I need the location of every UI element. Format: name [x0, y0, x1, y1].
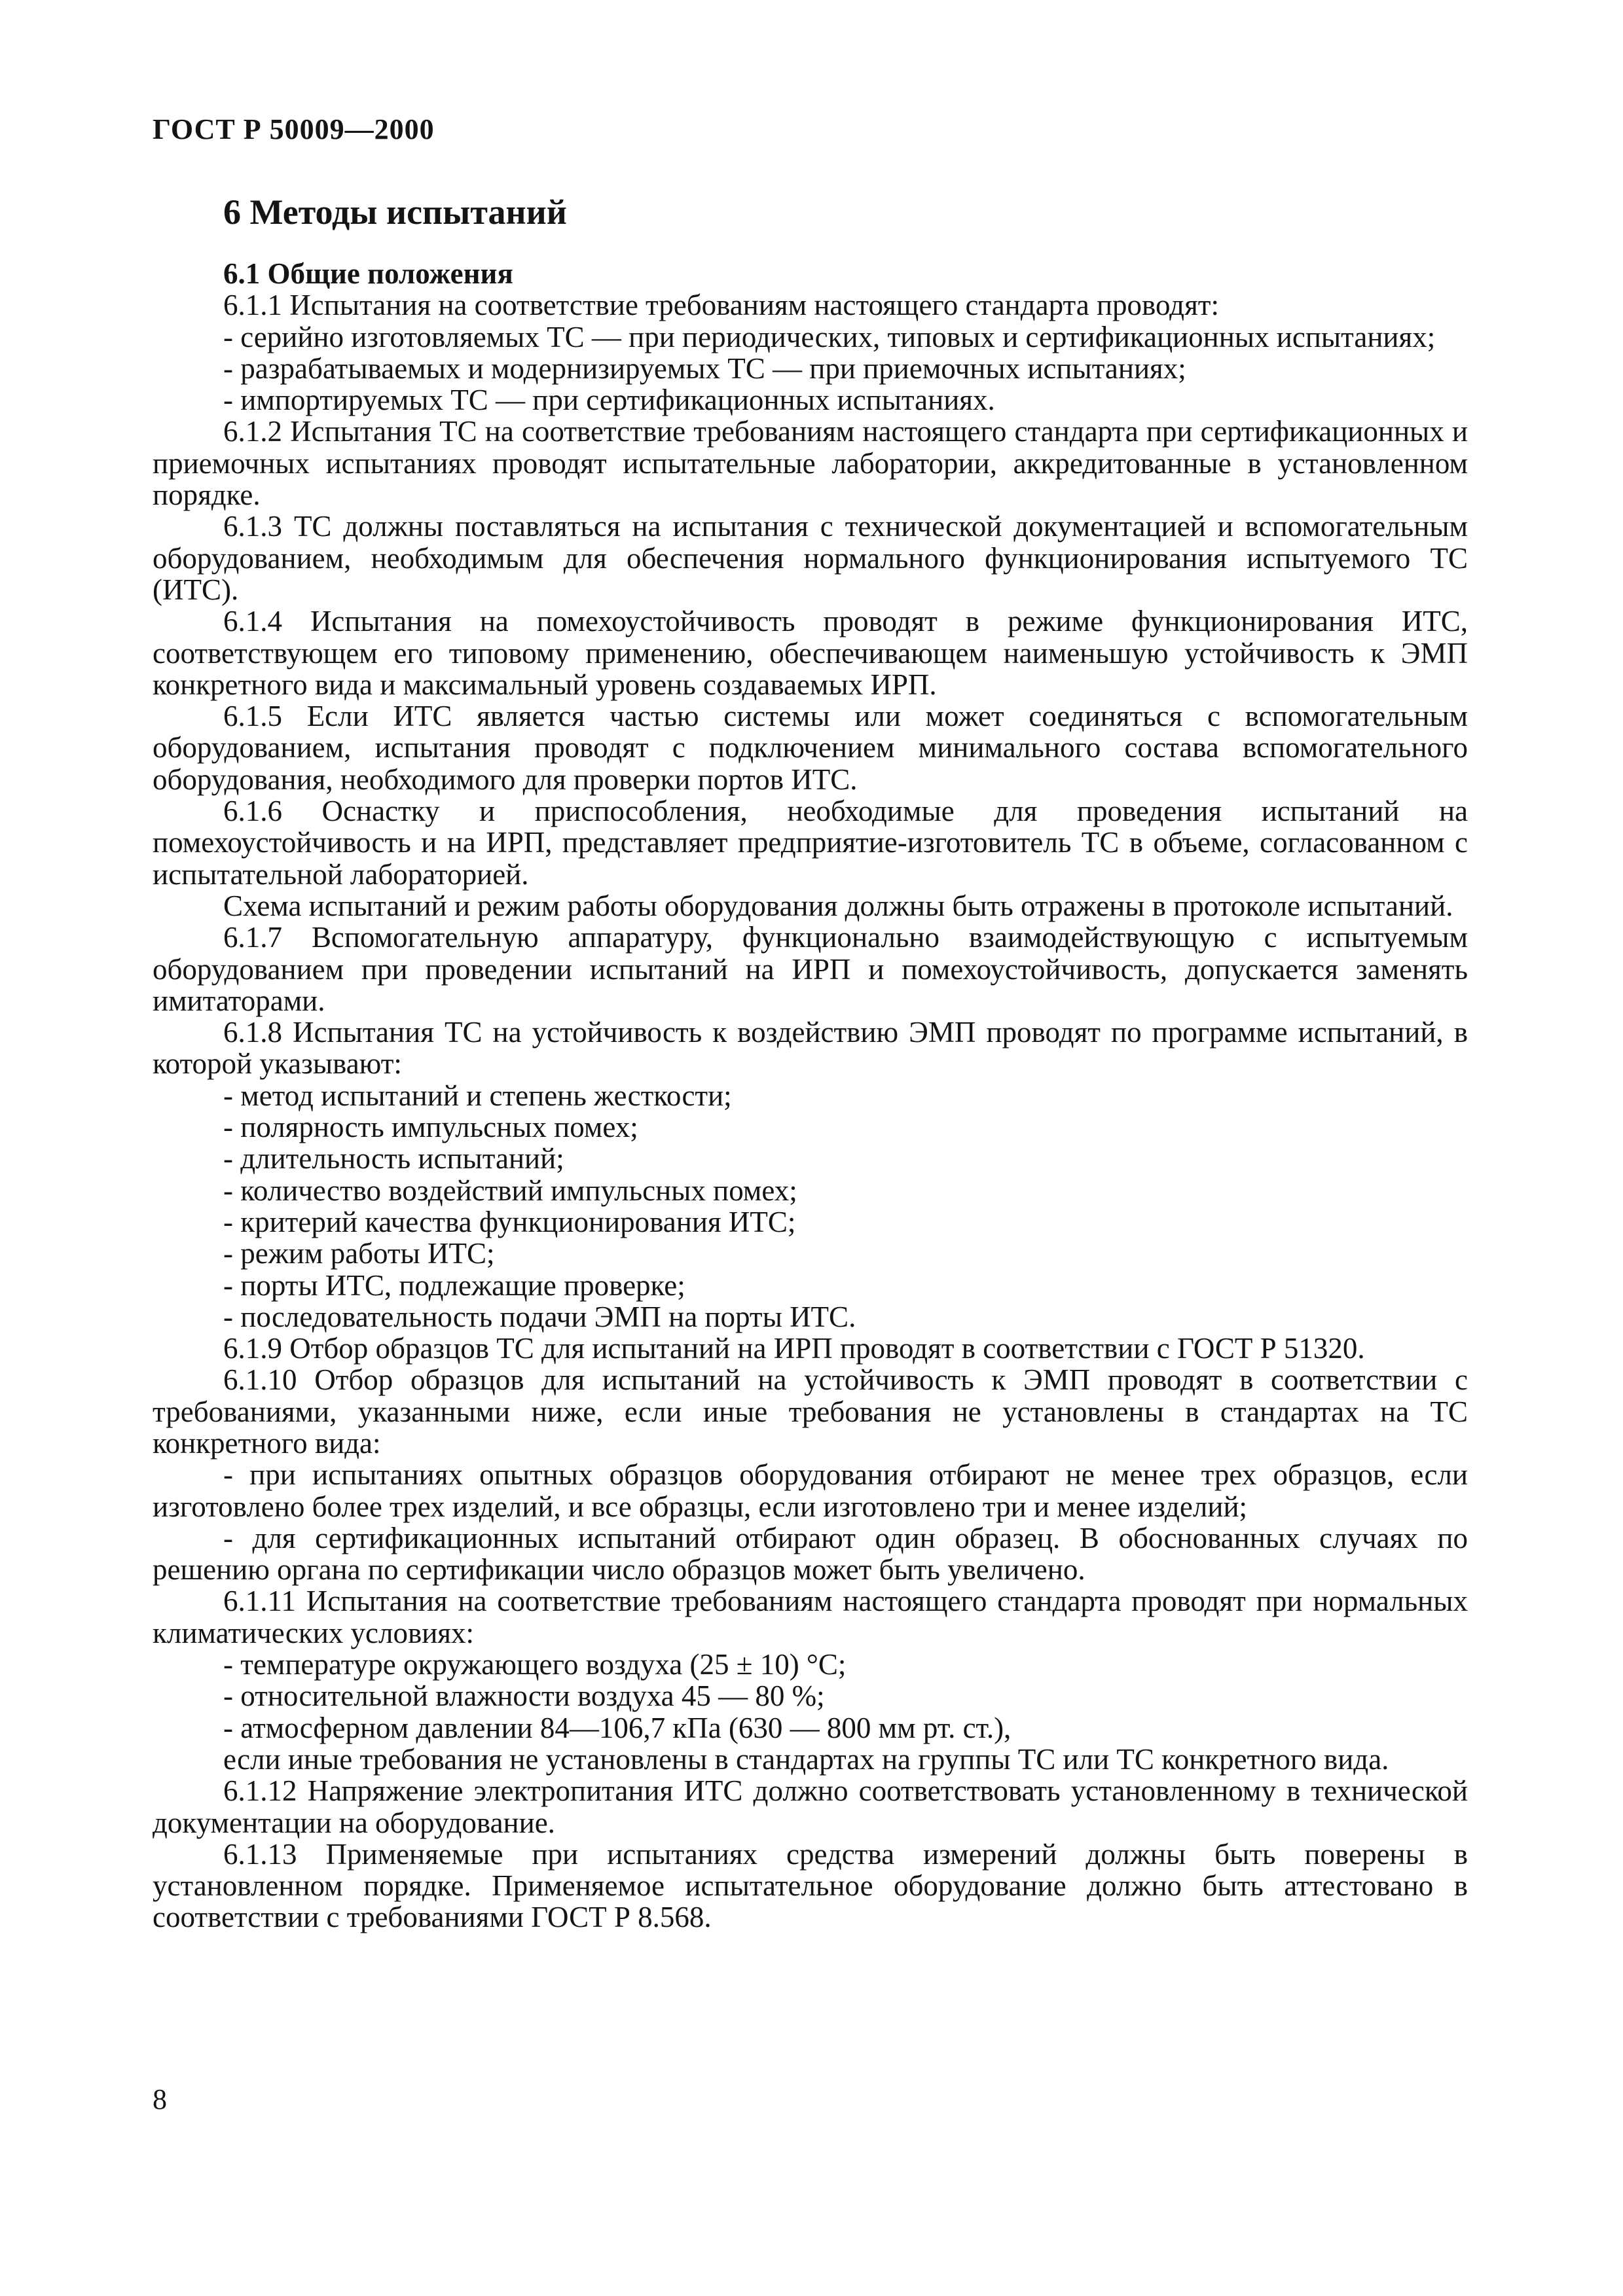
page-number: 8	[153, 2083, 167, 2115]
list-item: - разрабатываемых и модернизируемых ТС — при приемочных испытаниях;	[223, 351, 1186, 385]
list-item: - импортируемых ТС — при сертификационных испытаниях.	[223, 384, 995, 417]
list-item: - полярность импульсных помех;	[223, 1111, 638, 1144]
paragraph: Схема испытаний и режим работы оборудования должны быть отражены в протоколе испытаний.	[223, 889, 1453, 922]
subsection-title: 6.1 Общие положения	[223, 257, 513, 290]
list-item: - критерий качества функционирования ИТС;	[223, 1205, 796, 1238]
paragraph: 6.1.1 Испытания на соответствие требованиям настоящего стандарта проводят:	[223, 289, 1219, 322]
paragraph: 6.1.2 Испытания ТС на соответствие требованиям настоящего стандарта при сертификационных и приемочных испытаниях проводят испытательные лаборатории, аккредитованные в установленном порядке.	[153, 415, 1468, 512]
paragraph: 6.1.11 Испытания на соответствие требованиям настоящего стандарта проводят при нормальных климатических условиях:	[153, 1585, 1468, 1649]
list-item: если иные требования не установлены в стандартах на группы ТС или ТС конкретного вида.	[223, 1742, 1389, 1776]
paragraph: 6.1.10 Отбор образцов для испытаний на устойчивость к ЭМП проводят в соответствии с требованиями, указанными ниже, если иные требования не установлены в стандартах на ТС конкретного вида:	[153, 1363, 1468, 1460]
list-item: - режим работы ИТС;	[223, 1237, 495, 1270]
paragraph: - серийно изготовляемых ТС — при периодических, типовых и сертификационных испытаниях;	[223, 320, 1436, 353]
paragraph: - при испытаниях опытных образцов оборудования отбирают не менее трех образцов, если изготовлено более трех изделий, и все образцы, если изготовлено три и менее изделий;	[153, 1458, 1468, 1523]
paragraph: 6.1.9 Отбор образцов ТС для испытаний на ИРП проводят в соответствии с ГОСТ Р 51320.	[223, 1332, 1365, 1365]
list-item: - последовательность подачи ЭМП на порты ИТС.	[223, 1300, 856, 1333]
paragraph: 6.1.3 ТС должны поставляться на испытания с технической документацией и вспомогательным оборудованием, необходимым для обеспечения нормального функционирования испытуемого ТС (ИТС).	[153, 510, 1468, 606]
paragraph: 6.1.13 Применяемые при испытаниях средства измерений должны быть поверены в установленном порядке. Применяемое испытательное оборудование должно быть аттестовано в соответствии с требованиями ГОСТ Р 8.568.	[153, 1837, 1468, 1934]
list-item: - длительность испытаний;	[223, 1142, 564, 1175]
list-item: - порты ИТС, подлежащие проверке;	[223, 1268, 685, 1302]
paragraph: 6.1.4 Испытания на помехоустойчивость проводят в режиме функционирования ИТС, соответствующем его типовому применению, обеспечивающем наименьшую устойчивость к ЭМП конкретного вида и максимальный уровень создаваемых ИРП.	[153, 605, 1468, 701]
section-title: 6 Методы испытаний	[223, 192, 567, 232]
list-item: - температуре окружающего воздуха (25 ± 10) °C;	[223, 1648, 847, 1681]
document-code-header: ГОСТ Р 50009—2000	[153, 113, 435, 145]
section-body	[153, 258, 1468, 1933]
list-item: - метод испытаний и степень жесткости;	[223, 1079, 732, 1112]
paragraph: 6.1.7 Вспомогательную аппаратуру, функционально взаимодействующую с испытуемым оборудованием при проведении испытаний на ИРП и помехоустойчивость, допускается заменять имитаторами.	[153, 921, 1468, 1017]
paragraph: 6.1.8 Испытания ТС на устойчивость к воздействию ЭМП проводят по программе испытаний, в которой указывают:	[153, 1016, 1468, 1081]
list-item: - относительной влажности воздуха 45 — 80 %;	[223, 1679, 825, 1713]
paragraph: 6.1.6 Оснастку и приспособления, необходимые для проведения испытаний на помехоустойчивость и на ИРП, представляет предприятие-изготовитель ТС в объеме, согласованном с испытательной лабораторией.	[153, 795, 1468, 891]
paragraph-list	[153, 289, 1468, 1933]
list-item: - атмосферном давлении 84—106,7 кПа (630 — 800 мм рт. ст.),	[223, 1711, 1012, 1744]
paragraph: 6.1.12 Напряжение электропитания ИТС должно соответствовать установленному в технической документации на оборудование.	[153, 1774, 1468, 1839]
paragraph: - для сертификационных испытаний отбирают один образец. В обоснованных случаях по решению органа по сертификации число образцов может быть увеличено.	[153, 1521, 1468, 1587]
paragraph: 6.1.5 Если ИТС является частью системы или может соединяться с вспомогательным оборудованием, испытания проводят с подключением минимального состава вспомогательного оборудования, необходимого для проверки портов ИТС.	[153, 700, 1468, 796]
list-item: - количество воздействий импульсных помех;	[223, 1174, 797, 1207]
